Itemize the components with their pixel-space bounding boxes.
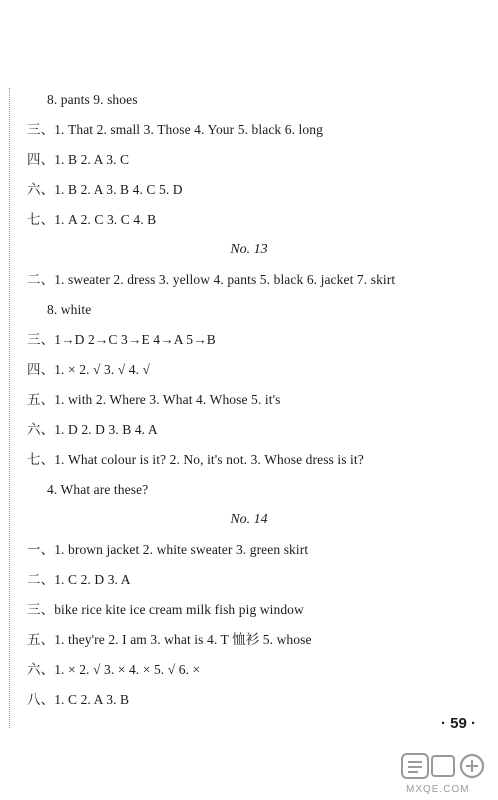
answer-line-er-choice: 二、1. C 2. D 3. A [27, 572, 131, 587]
answer-line-liu-judgement: 六、1. × 2. √ 3. × 4. × 5. √ 6. × [27, 662, 201, 677]
answer-line-san-matching: 三、1→D 2→C 3→E 4→A 5→B [27, 332, 216, 347]
page-number: · 59 · [440, 715, 476, 732]
answer-line-er: 二、1. sweater 2. dress 3. yellow 4. pants 5. black 6. jacket 7. skirt [27, 272, 396, 287]
answer-line-wu-fill: 五、1. they're 2. I am 3. what is 4. T 恤衫 5. whose [27, 632, 312, 647]
answer-line-wu: 五、1. with 2. Where 3. What 4. Whose 5. it's [27, 392, 281, 407]
answer-line-qi-questions: 七、1. What colour is it? 2. No, it's not. 3. Whose dress is it? [27, 452, 364, 467]
dotted-margin-rule [9, 88, 10, 728]
section-heading-no13: No. 13 [230, 242, 268, 257]
answer-line-si: 四、1. B 2. A 3. C [27, 152, 130, 167]
answer-line-qi-continued: 4. What are these? [47, 482, 149, 497]
watermark-url-text: MXQE.COM [406, 784, 470, 795]
answer-line-si-judgement: 四、1. × 2. √ 3. √ 4. √ [27, 362, 151, 377]
answer-line-8-9: 8. pants 9. shoes [47, 92, 138, 107]
answer-line-qi: 七、1. A 2. C 3. C 4. B [27, 212, 157, 227]
answer-line-yi: 一、1. brown jacket 2. white sweater 3. green skirt [27, 542, 309, 557]
answer-line-ba: 八、1. C 2. A 3. B [27, 692, 130, 707]
section-heading-no14: No. 14 [230, 512, 268, 527]
answer-line-san-words: 三、bike rice kite ice cream milk fish pig window [27, 602, 304, 617]
answer-line-liu: 六、1. B 2. A 3. B 4. C 5. D [27, 182, 183, 197]
answer-line-liu-choice: 六、1. D 2. D 3. B 4. A [27, 422, 158, 437]
answer-line-er-continued: 8. white [47, 302, 92, 317]
answer-line-san: 三、1. That 2. small 3. Those 4. Your 5. black 6. long [27, 122, 323, 137]
watermark-logo [400, 752, 492, 796]
